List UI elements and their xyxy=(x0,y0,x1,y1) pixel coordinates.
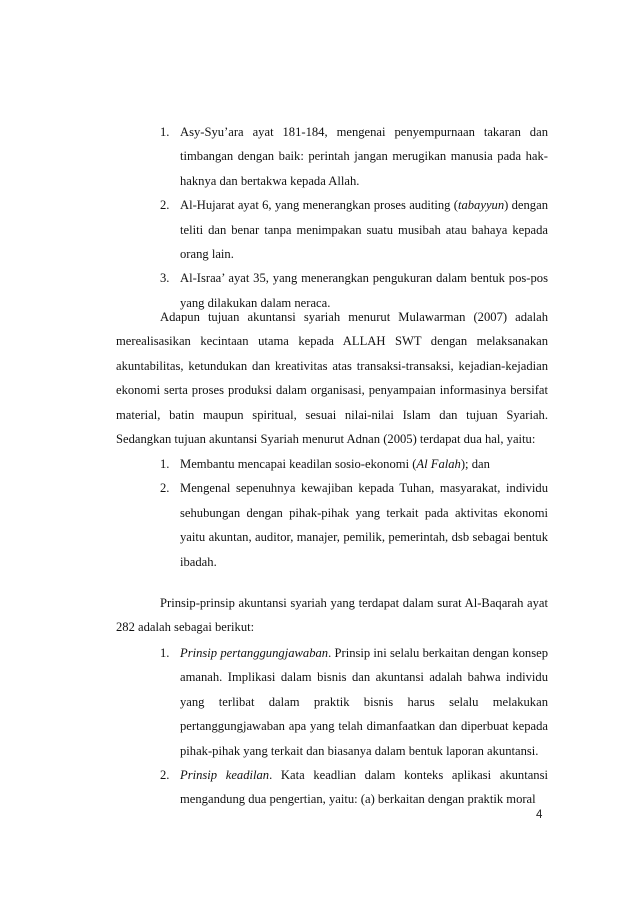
page-number: 4 xyxy=(536,809,543,821)
list-text: Asy-Syu’ara ayat 181-184, mengenai penyempurnaan takaran dan timbangan dengan baik: perintah jangan merugikan manusia pada hak-haknya dan bertakwa kepada Allah. xyxy=(180,125,548,188)
italic-term: Al Falah xyxy=(416,457,461,471)
list-text: Al-Hujarat ayat 6, yang menerangkan proses auditing ( xyxy=(180,198,458,213)
list-item xyxy=(116,120,548,193)
list-number: 1. xyxy=(160,125,170,139)
list-text-cont: . Prinsip ini selalu berkaitan dengan konsep amanah. Implikasi dalam bisnis dan akuntansi adalah bahwa individu yang terlibat dalam praktik bisnis harus selalu melakukan pertanggungjawaban apa yang telah dimanfaatkan dan diperbuat kepada pihak-pihak yang terkait dan biasanya dalam bentuk laporan akuntansi. xyxy=(180,646,549,758)
list-number: 1. xyxy=(160,457,170,471)
italic-term: Prinsip pertanggungjawaban xyxy=(180,646,329,660)
list-item xyxy=(116,476,548,574)
list-text: Membantu mencapai keadilan sosio-ekonomi ( xyxy=(180,457,417,471)
paragraph-purpose: Adapun tujuan akuntansi syariah menurut Mulawarman (2007) adalah merealisasikan kecintaan utama kepada ALLAH SWT dengan melaksanakan akuntabilitas, ketundukan dan kreativitas atas transaksi-transaksi, kejadian-kejadian ekonomi serta proses produksi dalam organisasi, penyampaian informasinya bersifat material, batin maupun spiritual, sesuai nilai-nilai Islam dan tujuan Syariah. Sedangkan tujuan akuntansi Syariah menurut Adnan (2005) terdapat dua hal, yaitu: xyxy=(116,310,548,447)
list-number: 2. xyxy=(160,198,170,213)
list-item xyxy=(116,641,548,763)
list-item xyxy=(116,763,548,812)
list-number: 3. xyxy=(160,271,170,286)
purpose-list xyxy=(116,452,548,574)
paragraph-principles: Prinsip-prinsip akuntansi syariah yang terdapat dalam surat Al-Baqarah ayat 282 adalah sebagai berikut: xyxy=(116,596,548,635)
principles-list xyxy=(116,641,548,812)
surah-list xyxy=(116,120,548,315)
list-text-cont: ); dan xyxy=(460,457,490,471)
list-number: 1. xyxy=(160,646,170,660)
list-number: 2. xyxy=(160,481,170,496)
list-item xyxy=(116,193,548,266)
list-text: Al-Israa’ ayat 35, yang menerangkan pengukuran dalam bentuk pos-pos yang dilakukan dalam neraca. xyxy=(180,271,548,310)
list-item xyxy=(116,452,548,476)
italic-term: Prinsip keadilan xyxy=(180,768,270,783)
list-number: 2. xyxy=(160,768,170,783)
list-text: Mengenal sepenuhnya kewajiban kepada Tuhan, masyarakat, individu sehubungan dengan pihak-pihak yang terkait pada aktivitas ekonomi yaitu akuntan, auditor, manajer, pemilik, pemerintah, dsb sebagai bentuk ibadah. xyxy=(180,481,548,569)
list-text-cont: ) dengan teliti dan benar tanpa menimpakan suatu musibah atau bahaya kepada orang lain. xyxy=(180,198,548,262)
italic-term: tabayyun xyxy=(457,198,505,213)
list-text-cont: . Kata keadlian dalam konteks aplikasi akuntansi mengandung dua pengertian, yaitu: (a) berkaitan dengan praktik moral xyxy=(180,768,548,807)
